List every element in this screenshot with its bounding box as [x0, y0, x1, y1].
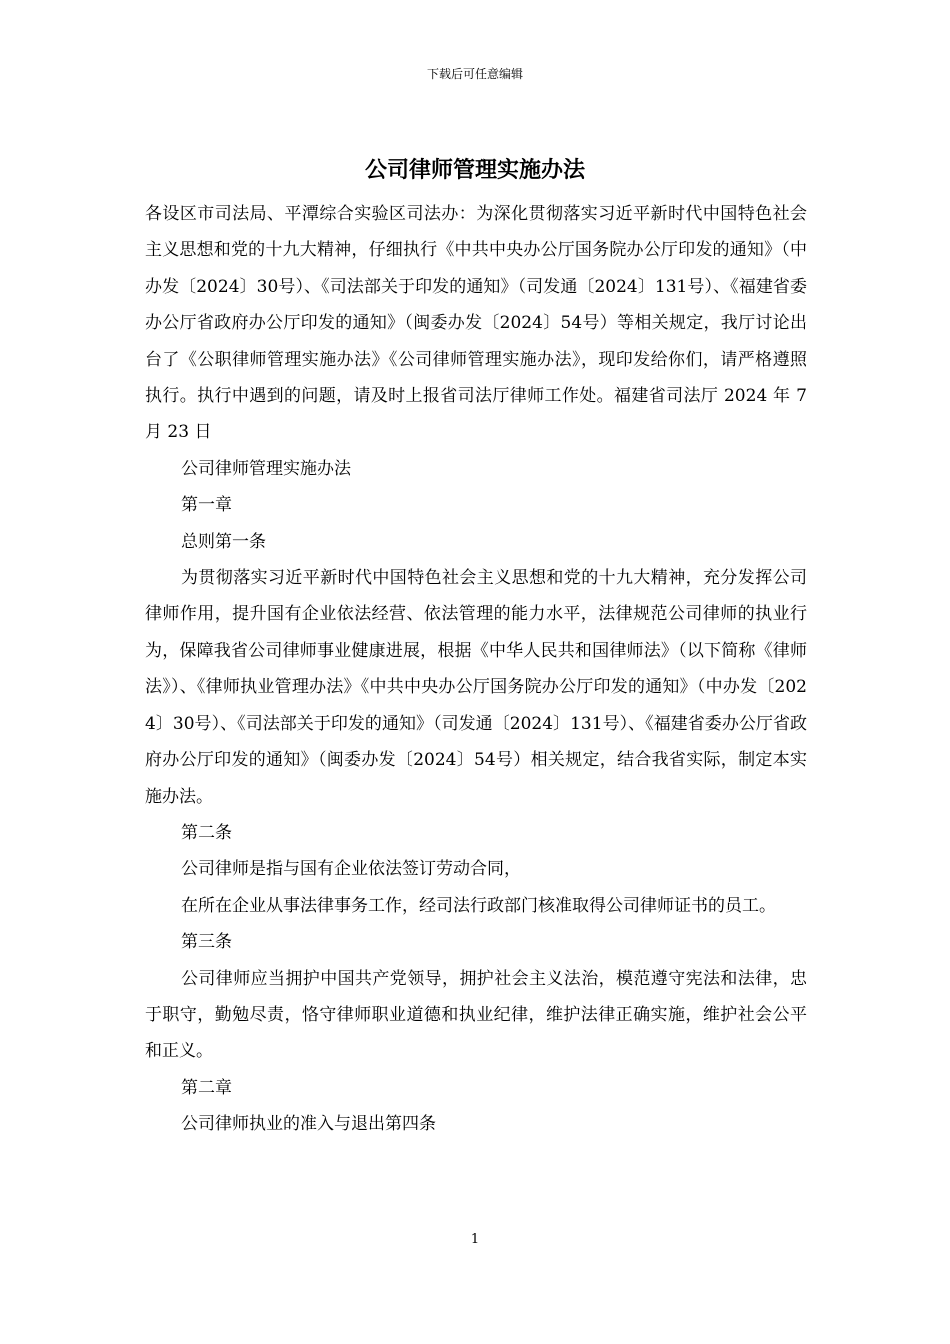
chapter-heading: 第二章	[181, 1077, 232, 1098]
article-heading: 公司律师执业的准入与退出第四条	[181, 1114, 436, 1135]
article-heading: 总则第一条	[181, 531, 266, 552]
document-title: 公司律师管理实施办法	[364, 157, 585, 183]
intro-paragraph: 各设区市司法局、平潭综合实验区司法办：为深化贯彻落实习近平新时代中国特色社会主义思想和党的十九大精神，仔细执行《中共中央办公厅国务院办公厅印发的通知》（中办发〔2024〕30号）、《司法部关于印发的通知》（司发通〔2024〕131号）、《福建省委办公厅省政府办公厅印发的通知》（闽委办发〔2024〕54号）等相关规定，我厅讨论出台了《公职律师管理实施办法》《公司律师管理实施办法》，现印发给你们，请严格遵照执行。执行中遇到的问题，请及时上报省司法厅律师工作处。福建省司法厅 2024 年 7 月 23 日	[145, 204, 807, 443]
article-heading: 第三条	[181, 932, 232, 953]
article-paragraph: 为贯彻落实习近平新时代中国特色社会主义思想和党的十九大精神，充分发挥公司律师作用，提升国有企业依法经营、依法管理的能力水平，法律规范公司律师的执业行为，保障我省公司律师事业健康进展，根据《中华人民共和国律师法》（以下简称《律师法》）、《律师执业管理办法》《中共中央办公厅国务院办公厅印发的通知》（中办发〔2024〕30号）、《司法部关于印发的通知》（司发通〔2024〕131号）、《福建省委办公厅省政府办公厅印发的通知》（闽委办发〔2024〕54号）相关规定，结合我省实际，制定本实施办法。	[145, 568, 807, 807]
chapter-heading: 第一章	[181, 495, 232, 516]
document-body	[145, 196, 807, 1143]
sub-title: 公司律师管理实施办法	[181, 458, 351, 479]
article-paragraph: 在所在企业从事法律事务工作，经司法行政部门核准取得公司律师证书的员工。	[181, 895, 776, 916]
header-note: 下载后可任意编辑	[426, 67, 523, 81]
article-heading: 第二条	[181, 822, 232, 843]
page-number: 1	[470, 1232, 480, 1247]
article-paragraph: 公司律师应当拥护中国共产党领导，拥护社会主义法治，模范遵守宪法和法律，忠于职守，勤勉尽责，恪守律师职业道德和执业纪律，维护法律正确实施，维护社会公平和正义。	[145, 968, 807, 1062]
article-paragraph: 公司律师是指与国有企业依法签订劳动合同，	[181, 859, 521, 880]
